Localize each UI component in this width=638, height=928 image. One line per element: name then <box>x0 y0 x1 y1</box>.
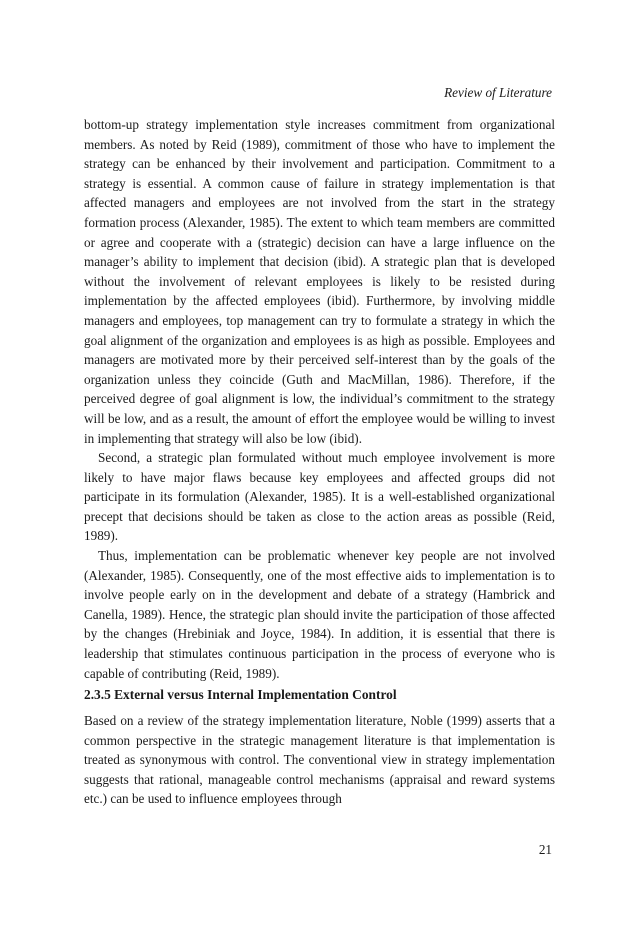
section-heading: 2.3.5 External versus Internal Implementation Control <box>84 687 397 702</box>
running-header: Review of Literature <box>444 85 552 100</box>
paragraph-2: Second, a strategic plan formulated without much employee involvement is more likely to have major flaws because key employees and affected groups did not participate in its formulation (Alexander, 1985). It is a well-established organizational precept that decisions should be taken as close to the action areas as possible (Reid, 1989). <box>84 450 555 544</box>
body-text-block <box>84 115 555 683</box>
section-body-block <box>84 711 555 809</box>
paragraph-1: bottom-up strategy implementation style increases commitment from organizational members. As noted by Reid (1989), commitment of those who have to implement the strategy can be enhanced by their involvement and participation. Commitment to a strategy is essential. A common cause of failure in strategy implementation is that affected managers and employees are not involved from the start in the strategy formation process (Alexander, 1985). The extent to which team members are committed or agree and cooperate with a (strategic) decision can have a large influence on the manager’s ability to implement that decision (ibid). A strategic plan that is developed without the involvement of relevant employees is likely to be resisted during implementation by the affected employees (ibid). Furthermore, by involving middle managers and employees, top management can try to formulate a strategy in which the goal alignment of the organization and employees is as high as possible. Employees and managers are motivated more by their perceived self-interest than by the goals of the organization unless they coincide (Guth and MacMillan, 1986). Therefore, if the perceived degree of goal alignment is low, the individual’s commitment to the strategy will be low, and as a result, the amount of effort the employee would be willing to invest in implementing that strategy will also be low (ibid). <box>84 117 555 446</box>
paragraph-3: Thus, implementation can be problematic whenever key people are not involved (Alexander, 1985). Consequently, one of the most effective aids to implementation is to involve people early on in the development and debate of a strategy (Hambrick and Canella, 1989). Hence, the strategic plan should invite the participation of those affected by the changes (Hrebiniak and Joyce, 1984). In addition, it is essential that there is leadership that stimulates continuous participation in the process of everyone who is capable of contributing (Reid, 1989). <box>84 548 555 681</box>
section-paragraph: Based on a review of the strategy implementation literature, Noble (1999) asserts that a common perspective in the strategic management literature is that implementation is treated as synonymous with control. The conventional view in strategy implementation suggests that rational, manageable control mechanisms (appraisal and reward systems etc.) can be used to influence employees through <box>84 713 555 807</box>
page-number: 21 <box>538 842 552 857</box>
